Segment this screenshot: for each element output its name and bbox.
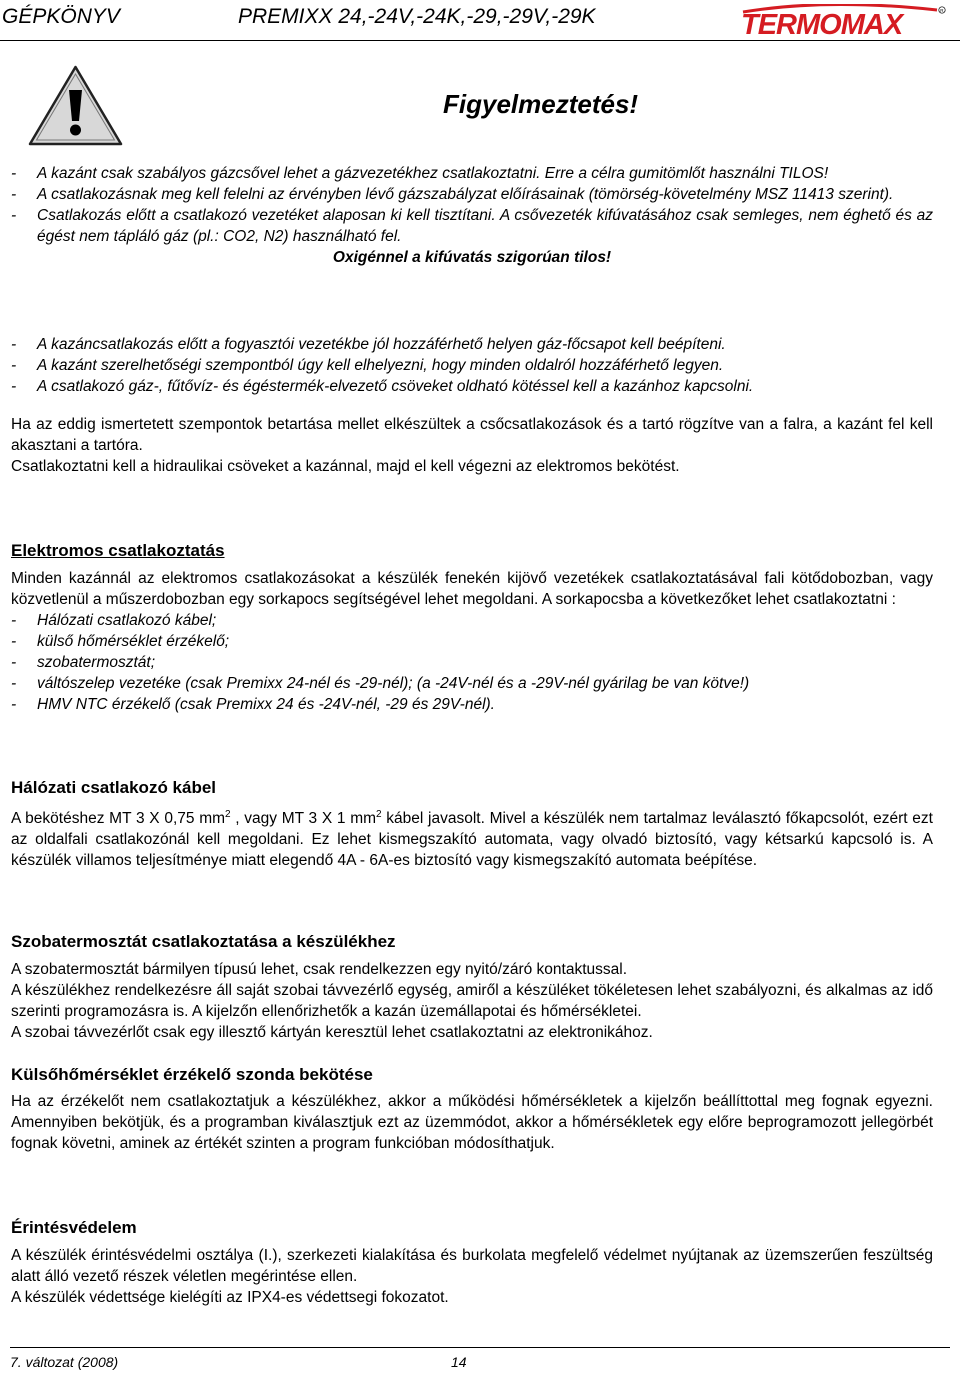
- section-electric-title: Elektromos csatlakoztatás: [11, 541, 225, 560]
- model-name: PREMIXX 24,-24V,-24K,-29,-29V,-29K: [238, 5, 596, 28]
- footer-divider: [10, 1347, 950, 1348]
- warning-triangle-icon: [27, 64, 124, 148]
- brand-text: TERMOMAX: [741, 9, 903, 36]
- warning-item: - A kazánt szerelhetőségi szempontból úgy kell elhelyezni, hogy minden oldalról hozzáférhető legyen.: [11, 357, 724, 374]
- thermostat-text: A készülékhez rendelkezésre áll saját szobai távvezérlő egység, amiről a készüléket tökéletesen lehet szabályozni, és alkalmas az idő szerinti programozásra is. A kijelzőn ellenőrizhetők a kazán üzemállapotai és hőmérsékletei.: [11, 982, 933, 1020]
- protection-text: A készülék védettsége kielégíti az IPX4-es védettsegi fokozatot.: [11, 1289, 449, 1306]
- mounting-text: Ha az eddig ismertetett szempontok betartása mellet elkészültek a csőcsatlakozások és a tartó rögzítve van a falra, a kazánt fel kell akasztani a tartóra.: [11, 416, 933, 454]
- connect-text: Csatlakoztatni kell a hidraulikai csöveket a kazánnal, majd el kell végezni az elektromos bekötést.: [11, 458, 680, 475]
- section-thermostat-title: Szobatermosztát csatlakoztatása a készülékhez: [11, 932, 396, 951]
- list-item: - szobatermosztát;: [11, 654, 156, 671]
- section-outdoor-text: Ha az érzékelőt nem csatlakoztatjuk a készülékhez, akkor a működési hőmérsékletek a kijelzőn beállíttottal meg fognak egyezni. Amennyiben bekötjük, és a programban kiválasztjuk ezt az üzemmódot, akkor a hőmérsékletek egy előre beprogramozott jellegörbét fognak követni, aminek az értékét szinten a program funkcióban módosíthatjuk.: [11, 1093, 933, 1152]
- section-protection: [11, 1245, 933, 1308]
- list-item: - külső hőmérséklet érzékelő;: [11, 633, 230, 650]
- electric-list: [11, 610, 933, 715]
- section-thermostat: [11, 959, 933, 1043]
- page-header: [0, 0, 960, 41]
- protection-text: A készülék érintésvédelmi osztálya (I.), szerkezeti kialakítása és burkolata megfelelő védelmet nyújtanak az üzemszerűen feszültség alatt álló vezető részek véletlen megérintése ellen.: [11, 1247, 933, 1285]
- warning-item: - A csatlakozó gáz-, fűtővíz- és égéstermék-elvezető csöveket oldható kötéssel kell a kazánhoz kapcsolni.: [11, 378, 754, 395]
- thermostat-text: A szobai távvezérlőt csak egy illesztő kártyán keresztül lehet csatlakoztatni az elektronikához.: [11, 1024, 653, 1041]
- warning-list: [11, 163, 933, 268]
- warning-item: - A csatlakozásnak meg kell felelni az érvényben lévő gázszabályzat előírásainak (tömörség-követelmény MSZ 11413 szerint).: [11, 186, 894, 203]
- termomax-logo: [737, 4, 947, 36]
- footer-version: 7. változat (2008): [10, 1354, 119, 1370]
- warning-item: - A kazánt csak szabályos gázcsővel lehet a gázvezetékhez csatlakoztatni. Erre a célra gumitömlőt használni TILOS!: [11, 165, 829, 182]
- thermostat-text: A szobatermosztát bármilyen típusú lehet, csak rendelkezzen egy nyitó/záró kontaktussal.: [11, 961, 628, 978]
- section-outdoor-title: Külsőhőmérséklet érzékelő szonda bekötése: [11, 1065, 373, 1084]
- list-item: - HMV NTC érzékelő (csak Premixx 24 és -24V-nél, -29 és 29V-nél).: [11, 696, 495, 713]
- list-item: - váltószelep vezetéke (csak Premixx 24-nél és -29-nél); (a -24V-nél és a -29V-nél gyárilag be van kötve!): [11, 675, 750, 692]
- warning-emphasis: Oxigénnel a kifúvatás szigorúan tilos!: [332, 249, 612, 266]
- svg-text:R: R: [940, 8, 944, 13]
- section-cable-title: Hálózati csatlakozó kábel: [11, 778, 217, 797]
- warning-item: - Csatlakozás előtt a csatlakozó vezetéket alaposan ki kell tisztítani. A csővezeték kifúvatásához csak semleges, nem éghető és az égést nem tápláló gáz (pl.: CO2, N2) használható fel.: [11, 207, 933, 245]
- warning-title: Figyelmeztetés!: [443, 89, 639, 119]
- doc-title: GÉPKÖNYV: [2, 5, 120, 28]
- list-item: - Hálózati csatlakozó kábel;: [11, 612, 217, 629]
- warning-list-2: [11, 334, 933, 397]
- section-cable-text: A bekötéshez MT 3 X 0,75 $mm^2$ , vagy MT 3 X 1 $mm^2$ kábel javasolt. Mivel a készülék nem tartalmaz leválasztó főkapcsolót, ezért ezt az oldalfali csatlakozónál kell megoldani. Ez lehet kismegszakító automata, vagy olvadó biztosító, vagy kétsarkú kapcsoló is. A készülék villamos teljesítménye miatt elegendő 4A - 6A-es biztosító vagy kismegszakító automata beépítése.: [11, 809, 933, 870]
- warning-item: - A kazáncsatlakozás előtt a fogyasztói vezetékbe jól hozzáférhető helyen gáz-főcsapot kell beépíteni.: [11, 336, 726, 353]
- section-protection-title: Érintésvédelem: [11, 1218, 137, 1237]
- electric-text: Minden kazánnál az elektromos csatlakozásokat a készülék fenekén kijövő vezetékek csatlakoztatásával fali kötődobozban, vagy közvetlenül a műszerdobozban egy sorkapocs segítségével lehet megoldani. A sorkapocsba a következőket lehet csatlakoztatni :: [11, 570, 933, 608]
- mounting-paragraphs: [11, 414, 933, 477]
- section-electric: [11, 568, 933, 715]
- page-number: 14: [451, 1354, 467, 1370]
